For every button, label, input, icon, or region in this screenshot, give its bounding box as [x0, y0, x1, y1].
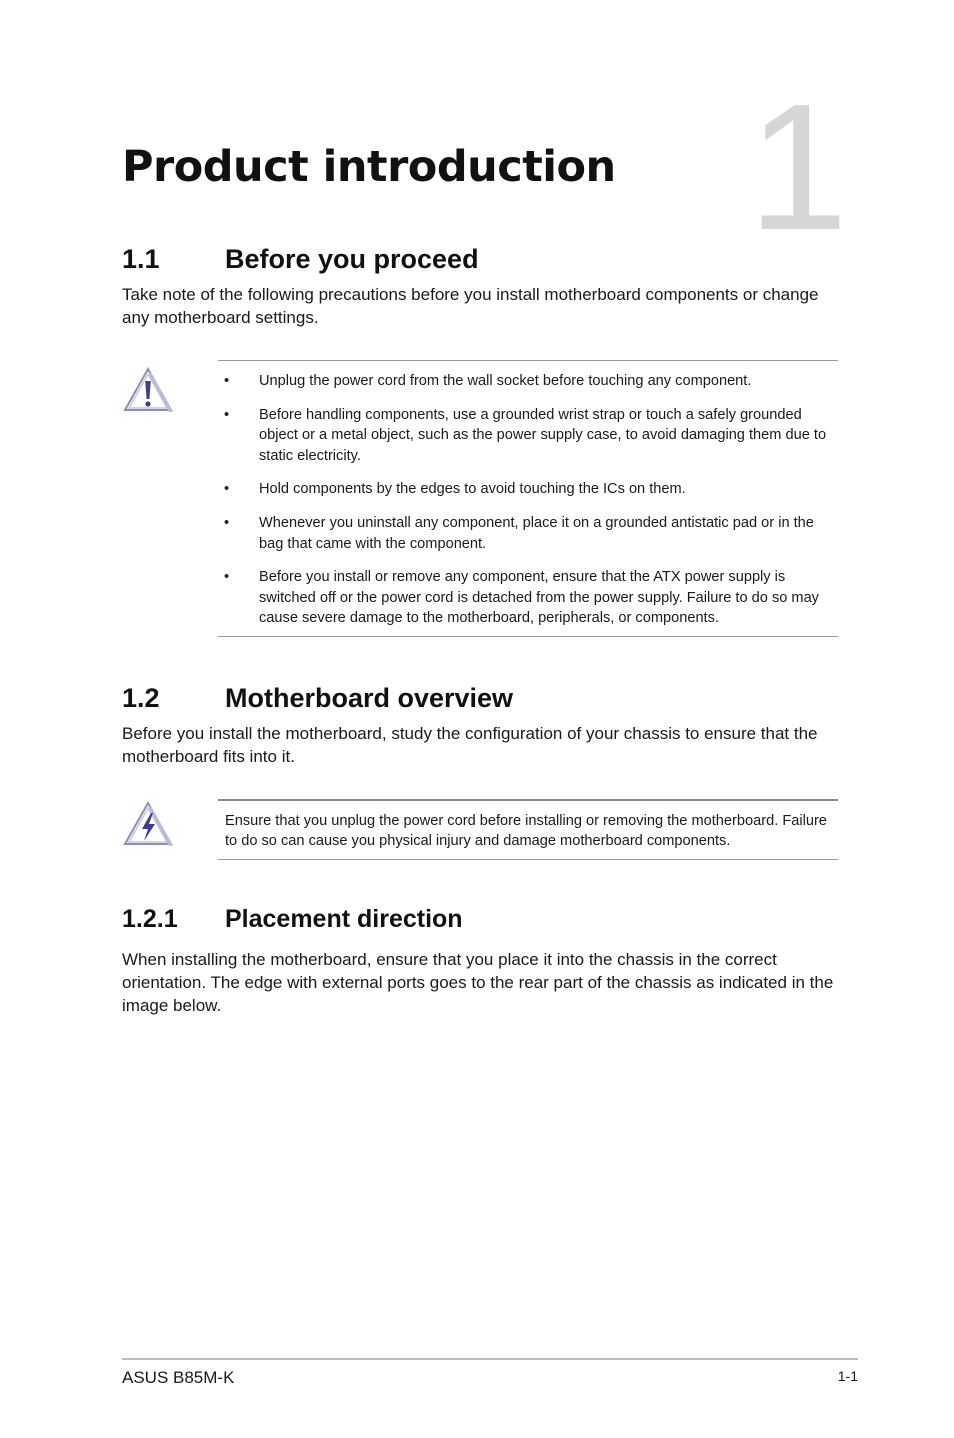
section-before-you-proceed	[122, 244, 838, 329]
section-number: 1.1	[122, 244, 160, 274]
bullet: •	[224, 569, 230, 586]
bullet: •	[224, 515, 230, 532]
footer-divider	[122, 1358, 858, 1360]
section-title: Motherboard overview	[225, 683, 514, 713]
section-body: When installing the motherboard, ensure that you place it into the chassis in the correct orientation. The edge with external ports goes to the rear part of the chassis as indicated in the image below.	[122, 950, 834, 1015]
caution-box	[218, 360, 838, 637]
lightning-warning-icon	[122, 799, 174, 852]
list-item: • Whenever you uninstall any component, place it on a grounded antistatic pad or in the bag that came with the component.	[224, 515, 814, 552]
section-title: Placement direction	[225, 905, 463, 933]
section-number: 1.2	[122, 683, 160, 713]
chapter-number: 1	[748, 67, 849, 268]
caution-triangle-icon	[122, 365, 174, 418]
bullet: •	[224, 373, 230, 389]
list-item: • Unplug the power cord from the wall socket before touching any component.	[218, 371, 838, 391]
subsection-heading	[122, 905, 838, 934]
footer-product: ASUS B85M-K	[122, 1368, 235, 1387]
list-item: • Before you install or remove any component, ensure that the ATX power supply is switched off or the power cord is detached from the power supply. Failure to do so may cause severe damage to the motherboard, peripherals, or components.	[224, 569, 819, 627]
caution-list	[218, 361, 838, 637]
section-heading	[122, 683, 838, 714]
section-title: Before you proceed	[225, 244, 479, 274]
section-number: 1.2.1	[122, 905, 178, 933]
section-heading	[122, 244, 838, 275]
warning-box	[218, 799, 838, 860]
warning-text: Ensure that you unplug the power cord before installing or removing the motherboard. Failure to do so can cause you physical injury and damage motherboard components.	[225, 813, 827, 850]
section-placement-direction	[122, 905, 838, 1017]
footer-page-number: 1-1	[837, 1368, 858, 1384]
bullet: •	[224, 406, 230, 423]
list-item: • Before handling components, use a grounded wrist strap or touch a safely grounded object or a metal object, such as the power supply case, to avoid damaging them due to static electricity.	[224, 406, 827, 464]
section-intro: Before you install the motherboard, study the configuration of your chassis to ensure that the motherboard fits into it.	[122, 724, 818, 766]
section-intro: Take note of the following precautions before you install motherboard components or change any motherboard settings.	[122, 285, 819, 327]
list-item: • Hold components by the edges to avoid touching the ICs on them.	[218, 479, 838, 499]
section-motherboard-overview	[122, 683, 838, 768]
chapter-title: Product introduction	[122, 142, 616, 192]
bullet: •	[224, 481, 230, 498]
